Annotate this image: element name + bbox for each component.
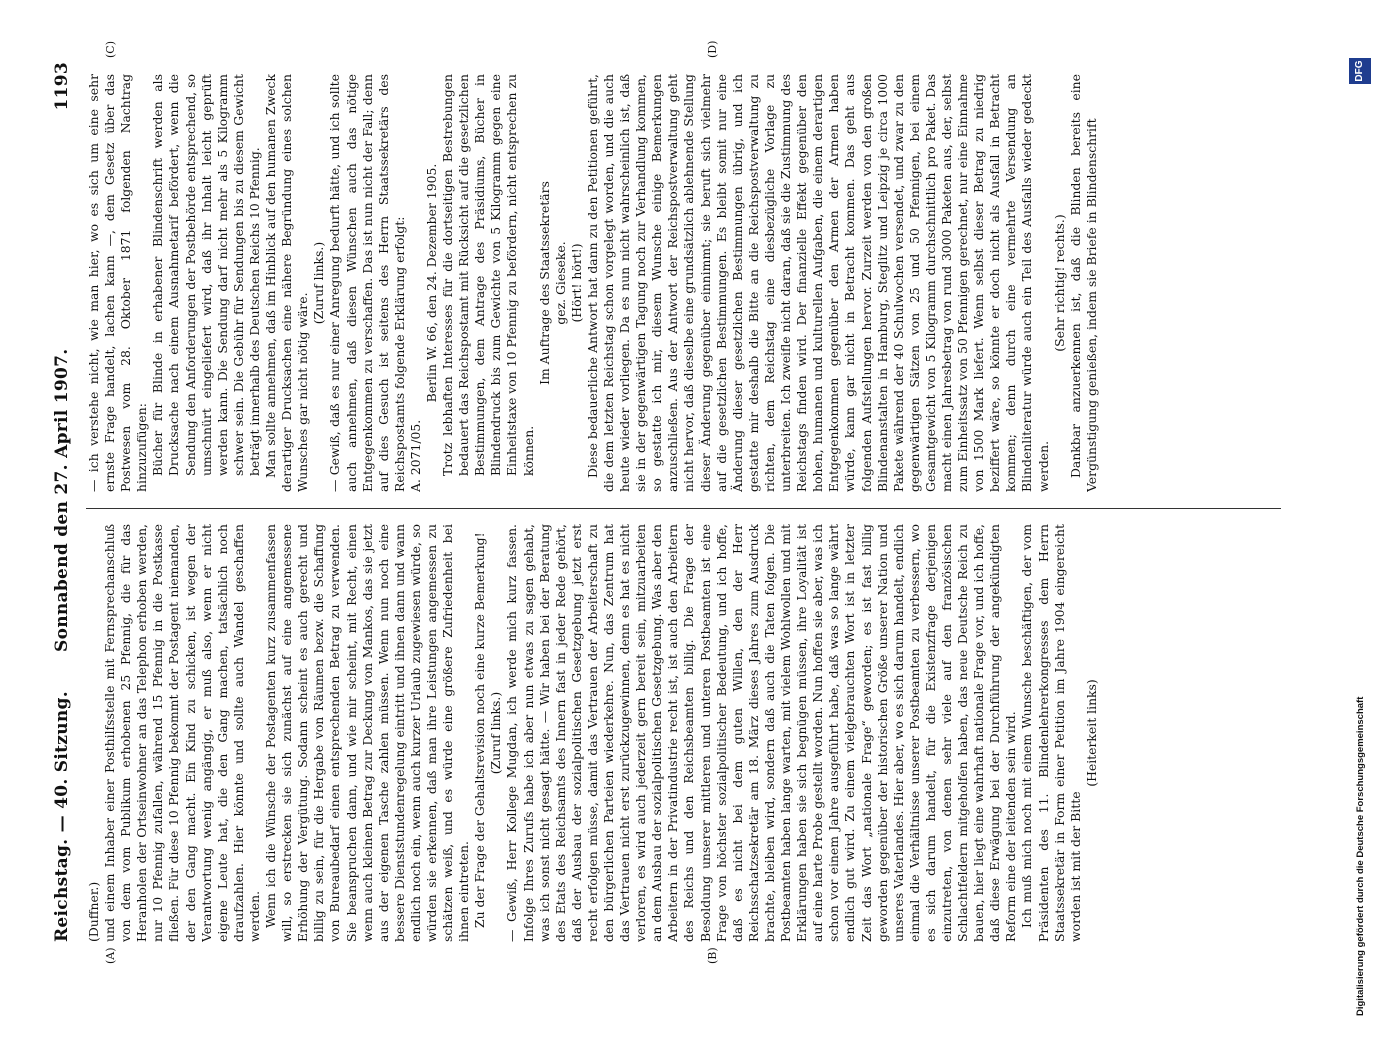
interjection-zuruf: (Zuruf links.): [488, 691, 504, 775]
funding-credit: Digitalisierung gefördert durch die Deutsche Forschungsgemeinschaft: [1355, 696, 1366, 1016]
right-paragraph-4: Diese bedauerliche Antwort hat dann zu den Petitionen geführt, die dem letzten Reichstag schon vorgelegt worden, und die auch heute wieder vorliegen. Da es nun nicht wahrscheinlich ist, daß sie in der gegenwärtigen Tagung noch zur Verhandlung kommen, so gestatte ich mir, diesem Wunsche einige Bemerkungen anzuschließen. Aus der Antwort der Reichspostverwaltung geht nicht hervor, daß dieselbe eine grundsätzlich ablehnende Stellung dieser Änderung gegenüber einnimmt; sie beruft sich vielmehr auf die gesetzlichen Bestimmungen. Es bleibt somit nur eine Änderung dieser gesetzlichen Bestimmungen übrig, und ich gestatte mir deshalb die Bitte an die Reichspostverwaltung zu richten, dem Reichstag eine diesbezügliche Vorlage zu unterbreiten. Ich zweifle nicht daran, daß sie die Zustimmung des Reichstags finden wird. Der finanzielle Effekt gegenüber den hohen, humanen und kulturellen Aufgaben, die einem derartigen Entgegenkommen gegenüber den Armen der Armen haben würde, kann gar nicht in Betracht kommen. Das geht aus folgenden Aufstellungen hervor. Zurzeit werden von den großen Blindenanstalten in Hamburg, Steglitz und Leipzig je circa 1000 Pakete während der 40 Schulwochen versendet, und zwar zu den gegenwärtigen Sätzen von 25 und 50 Pfennigen, bei einem Gesamtgewicht von 5 Kilogramm durchschnittlich pro Paket. Das macht einen Jahresbetrag von rund 3000 Paketen aus, der, selbst zum Einheitssatz von 50 Pfennigen gerechnet, nur eine Einnahme von 1500 Mark liefert. Wenn selbst dieser Betrag zu niedrig beziffert wäre, so könnte er doch nicht als Ausfall in Betracht kommen; denn durch eine vermehrte Versendung an Blindenliteratur würde auch ein Teil des Ausfalls wieder gedeckt werden.: [584, 74, 1051, 492]
right-paragraph-1: — ich verstehe nicht, wie man hier, wo es sich um eine sehr ernste Frage handelt, lachen kann —, dem Gesetz über das Postwesen vom 28. Oktober 1871 folgenden Nachtrag hinzuzufügen:: [86, 74, 150, 492]
header-session: Reichstag. — 40. Sitzung.: [52, 691, 72, 942]
letter-signoff: Im Auftrage des Staatssekretärs: [536, 181, 552, 385]
petition-quote: Bücher für Blinde in erhabener Blindenschrift werden als Drucksache nach einem Ausnahmetarif befördert, wenn die Sendung den Anforderungen der Postbehörde entsprechend, so umschnürt eingeliefert wird, daß ihr Inhalt leicht geprüft werden kann. Die Sendung darf nicht mehr als 5 Kilogramm schwer sein. Die Gebühr für Sendungen bis zu diesem Gewicht beträgt innerhalb des Deutschen Reichs 10 Pfennig.: [150, 74, 262, 476]
digitization-footer: [1345, 46, 1375, 1046]
letter-signature: gez. Gieseke.: [552, 241, 568, 325]
margin-mark-b: (B): [706, 947, 719, 964]
interjection-hoert: (Hört! hört!): [568, 243, 584, 323]
letter-reference: A. 2071/05.: [407, 419, 423, 492]
margin-mark-a: (A): [104, 947, 117, 964]
dfg-logo: DFG: [1349, 58, 1371, 84]
document-page: [46, 40, 1296, 964]
letter-body: Trotz lebhaften Interesses für die dortseitigen Bestrebungen bedauert das Reichspostamt mit Rücksicht auf die gesetzlichen Bestimmungen, dem Antrage des Präsidiums, Bücher in Blindendruck bis zum Gewichte von 5 Kilogramm gegen eine Einheitstaxe von 10 Pfennig zu befördern, nicht entsprechen zu können.: [440, 74, 536, 476]
right-paragraph-3: — Gewiß, daß es nur einer Anregung bedurft hätte, und ich sollte auch annehmen, daß diesen Wünschen auch das nötige Entgegenkommen zu verschaffen. Das ist nun nicht der Fall; denn auf dies Gesuch ist seitens des Herrn Staatssekretärs des Reichspostamts folgende Erklärung erfolgt:: [327, 74, 407, 492]
left-paragraph-5: Ich muß mich noch mit einem Wunsche beschäftigen, der vom Präsidenten des 11. Blindenlehrerkongresses dem Herrn Staatssekretär in Form einer Petition im Jahre 1904 eingereicht worden ist mit der Bitte: [1019, 524, 1083, 942]
left-paragraph-4: — Gewiß, Herr Kollege Mugdan, ich werde mich kurz fassen. Infolge Ihres Zurufs habe ich aber nun etwas zu sagen gehabt, was ich sonst nicht gesagt hätte. — Wir haben bei der Beratung des Etats des Reichsamts des Innern fast in jeder Rede gehört, daß der Ausbau der sozialpolitischen Gesetzgebung jetzt erst recht erfolgen müsse, damit das Vertrauen der Arbeiterschaft zu den bürgerlichen Parteien wiederkehre. Nun, das Zentrum hat das Vertrauen nicht erst zurückzugewinnen, denn es hat es nicht verloren, es wird auch jederzeit gern bereit sein, mitzuarbeiten an dem Ausbau der sozialpolitischen Gesetzgebung. Was aber den Arbeitern in der Privatindustrie recht ist, ist auch den Arbeitern des Reichs und den Reichsbeamten billig. Die Frage der Besoldung unserer mittleren und unteren Postbeamten ist eine Frage von höchster sozialpolitischer Bedeutung, und ich hoffe, daß es nicht bei dem guten Willen, den der Herr Reichsschatzsekretär am 18. März dieses Jahres zum Ausdruck brachte, bleiben wird, sondern daß auch die Taten folgen. Die Postbeamten haben lange warten, mit vielem Wohlwollen und mit Erklärungen haben sie sich begnügen müssen, ihre Loyalität ist auf eine harte Probe gestellt worden. Nun hoffen sie aber, was ich schon vor einem Jahre ausgeführt habe, daß was so lange währt endlich gut wird. Zu einem vielgebrauchten Wort ist in letzter Zeit das Wort „nationale Frage“ geworden; es ist fast billig geworden gegenüber der historischen Größe unserer Nation und unseres Vaterlandes. Hier aber, wo es sich darum handelt, endlich einmal die Verhältnisse unserer Postbeamten zu verbessern, wo es sich darum handelt, für die Existenzfrage derjenigen einzutreten, von denen sehr viele auf den französischen Schlachtfeldern mitgeholfen haben, das neue Deutsche Reich zu bauen, hier liegt eine wahrhaft nationale Frage vor, und ich hoffe, daß diese Erwägung bei der Durchführung der angekündigten Reform eine der leitenden sein wird.: [504, 524, 1019, 942]
left-paragraph-1: und einem Inhaber einer Posthilfsstelle mit Fernsprechanschluß von dem vom Publikum erhobenen 25 Pfennig, die für das Heranholen der Ortseinwohner an das Telephon erhoben werden, nur 10 Pfennig zufallen, während 15 Pfennig in die Postkasse fließen. Für diese 10 Pfennig bekommt der Postagent niemanden, der den Gang macht. Ein Kind zu schicken, ist wegen der Verantwortung wenig angängig, er muß also, wenn er nicht eigene Leute hat, die den Gang machen, tatsächlich noch draufzahlen. Hier könnte und sollte auch Wandel geschaffen werden.: [102, 524, 262, 942]
right-paragraph-2: Man sollte annehmen, daß im Hinblick auf den humanen Zweck derartiger Drucksachen eine nähere Begründung eines solchen Wunsches gar nicht nötig wäre.: [263, 74, 311, 492]
letter-place-date: Berlin W. 66, den 24. Dezember 1905.: [423, 163, 439, 403]
interjection-sehr-richtig: (Sehr richtig! rechts.): [1051, 214, 1067, 352]
right-column: [86, 74, 1291, 492]
page-number: 1193: [52, 62, 72, 111]
margin-mark-c: (C): [104, 41, 117, 58]
left-column: [86, 524, 1291, 942]
left-paragraph-2: Wenn ich die Wünsche der Postagenten kurz zusammenfassen will, so erstrecken sie sich zunächst auf eine angemessene Erhöhung der Vergütung. Sodann scheint es auch gerecht und billig zu sein, für die Hergabe von Räumen bezw. die Schaffung von Bureaubedarf einen entsprechenden Betrag zu verwenden. Sie beanspruchen dann, und wie mir scheint, mit Recht, einen wenn auch kleinen Betrag zur Deckung von Mankos, das sie jetzt aus der eigenen Tasche zahlen müssen. Wenn nun noch eine bessere Dienststundenregelung eintritt und ihnen dann und wann endlich noch ein, wenn auch kurzer Urlaub zugewiesen würde, so würden sie erkennen, daß man ihre Leistungen angemessen zu schätzen weiß, und es würde eine größere Zufriedenheit bei ihnen eintreten.: [263, 524, 472, 942]
right-paragraph-5: Dankbar anzuerkennen ist, daß die Blinden bereits eine Vergünstigung genießen, indem sie Briefe in Blindenschrift: [1067, 74, 1099, 492]
column-divider: [86, 508, 1281, 509]
interjection-heiterkeit: (Heiterkeit links): [1083, 679, 1099, 787]
page-header: [46, 62, 80, 942]
margin-mark-d: (D): [706, 40, 719, 58]
left-paragraph-3: Zu der Frage der Gehaltsrevision noch eine kurze Bemerkung!: [472, 532, 488, 928]
speaker-name: (Duffner.): [86, 881, 101, 942]
header-date: Sonnabend den 27. April 1907.: [52, 348, 72, 652]
interjection-zuruf-right: (Zuruf links.): [311, 241, 327, 325]
